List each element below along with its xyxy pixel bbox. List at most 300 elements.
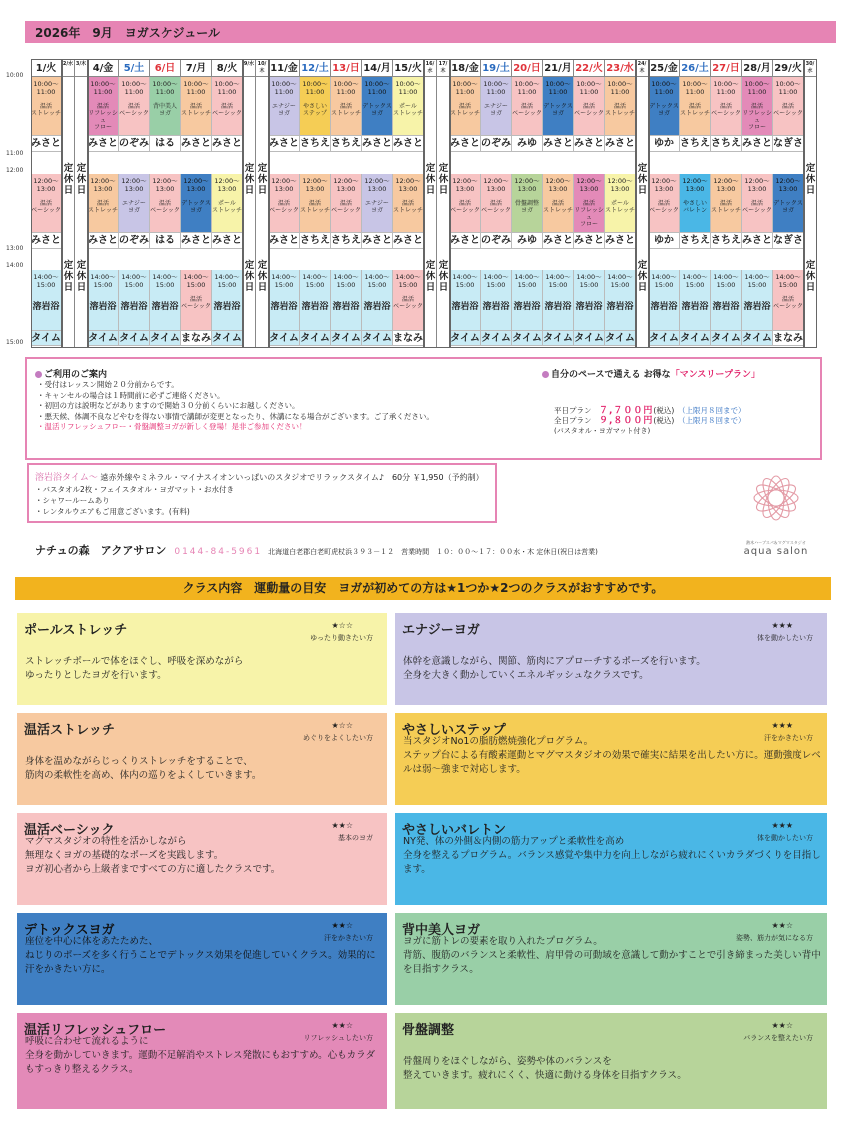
- class-time: 12:00～ 13:00: [713, 177, 739, 193]
- lotus-icon: [732, 468, 820, 528]
- instructor-name: ゆか: [649, 232, 680, 249]
- logo-text: aqua salon: [743, 546, 809, 557]
- class-name: 温活 ストレッチ: [605, 103, 635, 117]
- class-time: 14:00～ 15:00: [483, 273, 509, 289]
- class-name: 背中美人 ヨガ: [152, 103, 177, 117]
- class-time: 14:00～ 15:00: [682, 273, 708, 289]
- day-header: 28/月: [742, 60, 773, 77]
- day-header-label: 10/木: [257, 61, 267, 74]
- instructor-name: はる: [150, 135, 181, 152]
- instructor-name: みさと: [605, 135, 636, 152]
- class-name: 温活 ストレッチ: [181, 103, 211, 117]
- class-time: 10:00～ 11:00: [744, 80, 770, 96]
- class-name: 温活 ベーシック: [512, 103, 542, 117]
- class-name: デトックス ヨガ: [773, 200, 803, 214]
- class-name: デトックス ヨガ: [543, 103, 573, 117]
- class-name: デトックス ヨガ: [649, 103, 679, 117]
- class-name: 温活 ベーシック: [393, 296, 423, 310]
- class-name: 温活 リフレッシュ フロー: [88, 103, 118, 131]
- day-header-label: 30/水: [805, 61, 815, 74]
- class-name: ポール ストレッチ: [605, 200, 635, 214]
- phone-number: 0144-84-5961: [174, 547, 263, 557]
- instructor-name: タイム: [212, 330, 243, 346]
- class-card: [15, 1011, 389, 1111]
- day-header: 29/火: [773, 60, 804, 77]
- class-name: 温活 ベーシック: [773, 103, 803, 117]
- class-name: 温活 ベーシック: [119, 103, 149, 117]
- class-time: 14:00～ 15:00: [152, 273, 178, 289]
- instructor-name: みさと: [543, 232, 574, 249]
- plan-note: (バスタオル・ヨガマット付き): [554, 427, 651, 435]
- instructor-name: みさと: [742, 135, 773, 152]
- instructor-name: タイム: [680, 330, 711, 346]
- instructor-name: みさと: [605, 232, 636, 249]
- class-card-description: 体幹を意識しながら、関節、筋肉にアプローチするポーズを行います。 全身を大きく動かしていくエネルギッシュなクラスです。: [403, 656, 706, 681]
- day-header: 6/日: [150, 60, 181, 77]
- class-name: ポール ストレッチ: [212, 200, 242, 214]
- instructor-name: のぞみ: [481, 135, 512, 152]
- ganban-item: ・レンタルウエアもご用意ございます。(有料): [35, 507, 190, 516]
- schedule-block: [243, 59, 269, 348]
- class-name: 溶岩浴: [270, 302, 298, 312]
- class-name: 温活 ストレッチ: [393, 200, 423, 214]
- class-time: 12:00～ 13:00: [744, 177, 770, 193]
- class-name: ポール ストレッチ: [393, 103, 423, 117]
- class-time: 10:00～ 11:00: [545, 80, 571, 96]
- instructor-name: はる: [150, 232, 181, 249]
- instructor-name: タイム: [543, 330, 574, 346]
- class-card-description: 呼吸に合わせて流れるように 全身を動かしていきます。運動不足解消やストレス発散にもおすすめ。心もカラダもすっきり整えるクラス。: [25, 1036, 376, 1075]
- class-card-target: バランスを整えたい方: [743, 1034, 813, 1042]
- instructor-name: さちえ: [680, 232, 711, 249]
- class-time: 12:00～ 13:00: [576, 177, 602, 193]
- aqua-salon-logo: [732, 468, 820, 557]
- class-time: 12:00～ 13:00: [395, 177, 421, 193]
- bullet-dot-icon: [542, 371, 549, 378]
- instructor-name: さちえ: [711, 135, 742, 152]
- class-card-target: 姿勢、筋力が気になる方: [736, 934, 813, 942]
- class-name: エナジー ヨガ: [484, 103, 508, 117]
- class-time: 14:00～ 15:00: [514, 273, 540, 289]
- instructor-name: みさと: [393, 135, 424, 152]
- class-time: 12:00～ 13:00: [514, 177, 540, 193]
- instructor-name: みさと: [543, 135, 574, 152]
- class-name: 温活 ベーシック: [649, 200, 679, 214]
- ganban-list: [35, 484, 234, 517]
- class-card-stars: ★★☆: [331, 821, 353, 830]
- class-name: 温活 ストレッチ: [711, 200, 741, 214]
- class-time: 12:00～ 13:00: [271, 177, 297, 193]
- class-card-description: ヨガに筋トレの要素を取り入れたプログラム。 背筋、腹筋のバランスと柔軟性、肩甲骨の可動域を意識して動かすことで引き締まった美しい背中を目指すクラス。: [403, 936, 821, 975]
- instructor-name: みさと: [181, 135, 212, 152]
- class-name: 溶岩浴: [332, 302, 360, 312]
- class-time: 14:00～ 15:00: [90, 273, 116, 289]
- plan-all: 全日プラン ９,８００円(税込) （上限月８回まで）: [554, 416, 746, 426]
- footer: [35, 542, 715, 556]
- instructor-name: みさと: [31, 232, 62, 249]
- day-header: 7/月: [181, 60, 212, 77]
- closed-day-text: 定 休 日: [257, 260, 268, 293]
- day-header: 23/水: [605, 60, 636, 77]
- class-card-name: やさしいステップ: [402, 723, 506, 738]
- class-time: 10:00～ 11:00: [713, 80, 739, 96]
- class-name: 溶岩浴: [213, 302, 241, 312]
- class-time: 10:00～ 11:00: [775, 80, 801, 96]
- class-time: 14:00～ 15:00: [364, 273, 390, 289]
- class-card-target: ゆったり動きたい方: [310, 634, 373, 642]
- instructor-name: さちえ: [331, 232, 362, 249]
- info-item: ・受付はレッスン開始２０分前からです。: [37, 380, 179, 389]
- class-time: 10:00～ 11:00: [121, 80, 147, 96]
- class-card-stars: ★★☆: [771, 921, 793, 930]
- class-time: 14:00～ 15:00: [775, 273, 801, 289]
- class-card: [393, 911, 829, 1007]
- day-header: 27/日: [711, 60, 742, 77]
- address: 北海道白老郡白老町虎杖浜３９３－１２ 営業時間 １０：００～１７：００水・木 定休日(祝日は営業): [268, 548, 598, 556]
- instructor-name: みさと: [212, 135, 243, 152]
- info-heading: ご利用のご案内: [35, 367, 107, 380]
- class-name: エナジー ヨガ: [365, 200, 389, 214]
- class-name: デトックス ヨガ: [181, 200, 211, 214]
- class-time: 10:00～ 11:00: [452, 80, 478, 96]
- class-card-name: デトックスヨガ: [24, 923, 115, 938]
- class-time: 12:00～ 13:00: [775, 177, 801, 193]
- class-name: 温活 リフレッシュ フロー: [742, 103, 772, 131]
- class-time: 12:00～ 13:00: [333, 177, 359, 193]
- closed-day-text: 定 休 日: [438, 260, 449, 293]
- closed-day-text: 定 休 日: [637, 163, 648, 196]
- closed-day-text: 定 休 日: [425, 260, 436, 293]
- class-card-target: 汗をかきたい方: [324, 934, 373, 942]
- instructor-name: みさと: [362, 232, 393, 249]
- class-time: 14:00～ 15:00: [744, 273, 770, 289]
- class-name: 温活 ベーシック: [150, 200, 180, 214]
- class-card-name: 温活ベーシック: [24, 823, 115, 838]
- class-time: 10:00～ 11:00: [271, 80, 297, 96]
- day-header-label: 9/水: [243, 61, 255, 67]
- class-time: 10:00～ 11:00: [33, 80, 59, 96]
- class-time: 14:00～ 15:00: [302, 273, 328, 289]
- class-card-description: 座位を中心に体をあたためた、 ねじりのポーズを多く行うことでデトックス効果を促進していくクラス。効果的に汗をかきたい方に。: [25, 936, 376, 975]
- class-name: 温活 ストレッチ: [300, 200, 330, 214]
- closed-day-text: 定 休 日: [63, 163, 74, 196]
- instructor-name: タイム: [119, 330, 150, 346]
- class-name: 溶岩浴: [513, 302, 541, 312]
- day-header: 25/金: [649, 60, 680, 77]
- class-time: 10:00～ 11:00: [483, 80, 509, 96]
- class-card-stars: ★★★: [771, 721, 793, 730]
- info-item: ・悪天候、体調不良などやむを得ない事情で講師が変更となったり、休講になる場合がございます。ご了承ください。: [37, 411, 434, 421]
- day-header: 11/金: [269, 60, 300, 77]
- closed-day-text: 定 休 日: [425, 163, 436, 196]
- schedule-block: [269, 59, 424, 348]
- class-time: 14:00～ 15:00: [651, 273, 677, 289]
- instructor-name: みさと: [574, 135, 605, 152]
- instructor-name: みさと: [450, 232, 481, 249]
- class-card-description: ストレッチボールで体をほぐし、呼吸を深めながら ゆったりとしたヨガを行います。: [25, 656, 244, 681]
- class-name: 温活 ベーシック: [574, 103, 604, 117]
- instructor-name: タイム: [269, 330, 300, 346]
- class-time: 14:00～ 15:00: [271, 273, 297, 289]
- class-time: 10:00～ 11:00: [682, 80, 708, 96]
- class-name: 温活 ベーシック: [773, 296, 803, 310]
- schedule-block: [649, 59, 804, 348]
- class-name: 温活 ストレッチ: [543, 200, 573, 214]
- time-label: 13:00: [6, 245, 24, 252]
- class-name: 温活 ベーシック: [711, 103, 741, 117]
- class-card-name: 背中美人ヨガ: [402, 923, 481, 938]
- day-header: 1/火: [31, 60, 62, 77]
- class-card-description: マグマスタジオの特性を活かしながら 無理なくヨガの基礎的なポーズを実践します。 ヨガ初心者から上級者まですべての方に適したクラスです。: [25, 836, 281, 875]
- instructor-name: タイム: [512, 330, 543, 346]
- time-label: 15:00: [6, 339, 24, 346]
- schedule-block: [62, 59, 88, 348]
- closed-day-text: 定 休 日: [244, 163, 255, 196]
- class-name: 溶岩浴: [120, 302, 148, 312]
- instructor-name: まなみ: [393, 330, 424, 346]
- class-card-target: めぐりをよくしたい方: [303, 734, 373, 742]
- instructor-name: タイム: [88, 330, 119, 346]
- info-box: [25, 357, 822, 460]
- instructor-name: タイム: [450, 330, 481, 346]
- class-card: [393, 711, 829, 807]
- schedule-block: [450, 59, 636, 348]
- class-name: 温活 ストレッチ: [450, 103, 480, 117]
- instructor-name: みさと: [393, 232, 424, 249]
- class-time: 14:00～ 15:00: [607, 273, 633, 289]
- closed-day-text: 定 休 日: [244, 260, 255, 293]
- info-item: ・初回の方は説明などがありますので開始３０分前くらいにお越しください。: [37, 401, 300, 410]
- class-name: 溶岩浴: [301, 302, 329, 312]
- day-header: 21/月: [543, 60, 574, 77]
- class-time: 10:00～ 11:00: [152, 80, 178, 96]
- class-time: 12:00～ 13:00: [483, 177, 509, 193]
- class-time: 10:00～ 11:00: [214, 80, 240, 96]
- instructor-name: みゆ: [512, 232, 543, 249]
- class-card-stars: ★★☆: [331, 1021, 353, 1030]
- class-time: 12:00～ 13:00: [607, 177, 633, 193]
- salon-name: ナチュの森 アクアサロン: [35, 544, 167, 557]
- closed-day-text: 定 休 日: [76, 260, 87, 293]
- closed-day-text: 定 休 日: [76, 163, 87, 196]
- class-time: 12:00～ 13:00: [545, 177, 571, 193]
- class-time: 10:00～ 11:00: [576, 80, 602, 96]
- class-time: 14:00～ 15:00: [452, 273, 478, 289]
- instructor-name: みさと: [574, 232, 605, 249]
- class-time: 10:00～ 11:00: [651, 80, 677, 96]
- class-time: 14:00～ 15:00: [33, 273, 59, 289]
- day-header: 19/土: [481, 60, 512, 77]
- day-header: 13/日: [331, 60, 362, 77]
- instructor-name: みさと: [362, 135, 393, 152]
- ganban-heading: 溶岩浴タイム～ 遠赤外線やミネラル・マイナスイオンいっぱいのスタジオでリラックスタイム♪ 60分 ￥1,950（予約制）: [35, 473, 484, 483]
- schedule-block: [804, 59, 817, 348]
- class-name: エナジー ヨガ: [122, 200, 146, 214]
- class-time: 12:00～ 13:00: [33, 177, 59, 193]
- class-card-target: 体を動かしたい方: [757, 834, 813, 842]
- instructor-name: タイム: [362, 330, 393, 346]
- instructor-name: さちえ: [680, 135, 711, 152]
- class-name: 温活 ベーシック: [331, 200, 361, 214]
- class-time: 14:00～ 15:00: [333, 273, 359, 289]
- class-name: やさしい バレトン: [682, 200, 707, 214]
- ganban-item: ・バスタオル2枚・フェイスタオル・ヨガマット・お水付き: [35, 485, 235, 494]
- class-time: 12:00～ 13:00: [183, 177, 209, 193]
- class-bar: クラス内容 運動量の目安 ヨガが初めての方は★1つか★2つのクラスがおすすめです。: [15, 577, 831, 600]
- instructor-name: タイム: [742, 330, 773, 346]
- day-header: 18/金: [450, 60, 481, 77]
- schedule-grid: [6, 55, 836, 350]
- day-header: 14/月: [362, 60, 393, 77]
- class-time: 12:00～ 13:00: [302, 177, 328, 193]
- class-card: [15, 811, 389, 907]
- class-card: [393, 811, 829, 907]
- day-header-label: 16/水: [425, 61, 435, 74]
- instructor-name: のぞみ: [481, 232, 512, 249]
- class-card-stars: ★★★: [771, 621, 793, 630]
- day-header: 5/土: [119, 60, 150, 77]
- instructor-name: まなみ: [181, 330, 212, 346]
- class-time: 14:00～ 15:00: [395, 273, 421, 289]
- day-header: 12/土: [300, 60, 331, 77]
- class-card: [393, 611, 829, 707]
- class-time: 12:00～ 13:00: [452, 177, 478, 193]
- day-header-label: 2/水: [62, 61, 74, 67]
- class-time: 12:00～ 13:00: [651, 177, 677, 193]
- instructor-name: タイム: [150, 330, 181, 346]
- plan-weekday: 平日プラン ７,７００円(税込) （上限月８回まで）: [554, 406, 746, 416]
- class-time: 14:00～ 15:00: [576, 273, 602, 289]
- instructor-name: なぎさ: [773, 232, 804, 249]
- class-time: 12:00～ 13:00: [682, 177, 708, 193]
- class-time: 10:00～ 11:00: [333, 80, 359, 96]
- class-name: 溶岩浴: [89, 302, 117, 312]
- instructor-name: ゆか: [649, 135, 680, 152]
- plan-heading: 自分のペースで通える お得な「マンスリープラン」: [542, 367, 817, 380]
- class-name: やさしい ステップ: [302, 103, 327, 117]
- class-name: 溶岩浴: [482, 302, 510, 312]
- instructor-name: タイム: [331, 330, 362, 346]
- instructor-name: タイム: [300, 330, 331, 346]
- class-name: 温活 リフレッシュ フロー: [574, 200, 604, 228]
- closed-day-text: 定 休 日: [637, 260, 648, 293]
- closed-day-text: 定 休 日: [805, 260, 816, 293]
- class-card-name: やさしいバレトン: [402, 823, 507, 838]
- class-time: 12:00～ 13:00: [214, 177, 240, 193]
- class-time: 10:00～ 11:00: [364, 80, 390, 96]
- schedule-block: [424, 59, 450, 348]
- class-name: 溶岩浴: [151, 302, 179, 312]
- class-name: 温活 ストレッチ: [680, 103, 710, 117]
- class-time: 12:00～ 13:00: [121, 177, 147, 193]
- class-card-name: ポールストレッチ: [24, 623, 128, 638]
- ganban-item: ・シャワールームあり: [35, 496, 110, 505]
- instructor-name: タイム: [605, 330, 636, 346]
- class-name: 温活 ベーシック: [269, 200, 299, 214]
- instructor-name: のぞみ: [119, 135, 150, 152]
- ganban-box: [27, 463, 497, 523]
- class-name: 溶岩浴: [650, 302, 678, 312]
- class-name: 温活 ベーシック: [31, 200, 61, 214]
- day-header: 26/土: [680, 60, 711, 77]
- class-name: 温活 ベーシック: [450, 200, 480, 214]
- monthly-plan: [542, 367, 817, 436]
- instructor-name: まなみ: [773, 330, 804, 346]
- class-time: 14:00～ 15:00: [713, 273, 739, 289]
- class-time: 14:00～ 15:00: [183, 273, 209, 289]
- instructor-name: みさと: [450, 135, 481, 152]
- schedule-block: [31, 59, 62, 348]
- class-name: 温活 ストレッチ: [31, 103, 61, 117]
- class-time: 10:00～ 11:00: [183, 80, 209, 96]
- instructor-name: さちえ: [711, 232, 742, 249]
- class-name: 温活 ベーシック: [481, 200, 511, 214]
- class-name: 温活 ベーシック: [742, 200, 772, 214]
- class-card-stars: ★☆☆: [331, 621, 353, 630]
- class-name: 溶岩浴: [32, 302, 60, 312]
- instructor-name: なぎさ: [773, 135, 804, 152]
- class-name: 骨盤調整 ヨガ: [514, 200, 539, 214]
- closed-day-text: 定 休 日: [257, 163, 268, 196]
- class-card-name: 骨盤調整: [402, 1023, 455, 1038]
- instructor-name: みさと: [88, 232, 119, 249]
- class-name: 溶岩浴: [363, 302, 391, 312]
- instructor-name: みゆ: [512, 135, 543, 152]
- instructor-name: みさと: [269, 135, 300, 152]
- instructor-name: みさと: [212, 232, 243, 249]
- instructor-name: みさと: [31, 135, 62, 152]
- day-header-label: 17/木: [438, 61, 448, 74]
- class-card-description: 当スタジオNo1の脂肪燃焼強化プログラム。 ステップ台による有酸素運動とマグマスタジオの効果で確実に結果を出したい方に。運動強度レベルは弱～強まで対応します。: [403, 736, 821, 775]
- instructor-name: のぞみ: [119, 232, 150, 249]
- instructor-name: みさと: [269, 232, 300, 249]
- class-card-target: 体を動かしたい方: [757, 634, 813, 642]
- class-time: 10:00～ 11:00: [90, 80, 116, 96]
- class-time: 12:00～ 13:00: [152, 177, 178, 193]
- class-time: 14:00～ 15:00: [121, 273, 147, 289]
- page-title: 2026年 9月 ヨガスケジュール: [35, 26, 221, 40]
- class-card: [393, 1011, 829, 1111]
- class-card-target: 基本のヨガ: [338, 834, 373, 842]
- day-header: 4/金: [88, 60, 119, 77]
- day-header-label: 24/木: [637, 61, 647, 74]
- time-label: 12:00: [6, 167, 24, 174]
- class-card-name: 温活ストレッチ: [24, 723, 115, 738]
- instructor-name: タイム: [711, 330, 742, 346]
- class-name: デトックス ヨガ: [362, 103, 392, 117]
- class-card: [15, 911, 389, 1007]
- info-item: ・キャンセルの場合は１時間前に必ずご連絡ください。: [37, 390, 225, 400]
- bullet-dot-icon: [35, 371, 42, 378]
- day-header: 15/火: [393, 60, 424, 77]
- logo-subtitle: 熱木ハーブスパ＆マグマスタジオ: [746, 540, 806, 545]
- class-card-name: 温活リフレッシュフロー: [24, 1023, 167, 1038]
- class-time: 10:00～ 11:00: [514, 80, 540, 96]
- class-card-stars: ★★★: [771, 821, 793, 830]
- instructor-name: タイム: [649, 330, 680, 346]
- day-header-label: 3/木: [75, 61, 87, 67]
- instructor-name: タイム: [31, 330, 62, 346]
- info-notice: ・温活リフレッシュフロー・骨盤調整ヨガが新しく登場！是非ご参加ください！: [37, 422, 307, 431]
- instructor-name: さちえ: [300, 232, 331, 249]
- class-name: 溶岩浴: [743, 302, 771, 312]
- class-card: [15, 611, 389, 707]
- class-card: [15, 711, 389, 807]
- instructor-name: みさと: [181, 232, 212, 249]
- class-card-name: エナジーヨガ: [402, 623, 480, 638]
- instructor-name: タイム: [574, 330, 605, 346]
- class-name: 温活 ベーシック: [212, 103, 242, 117]
